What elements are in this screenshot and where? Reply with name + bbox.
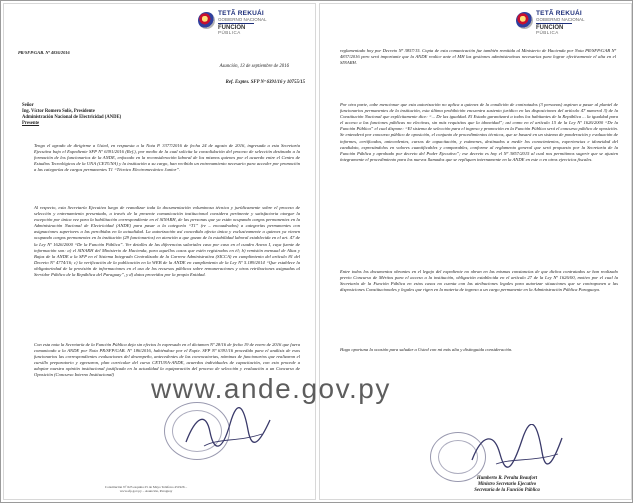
letter-paragraph-1: Tengo el agrado de dirigirme a Usted, en respuesta a la Nota P. 3377/2016 de fecha 24 de agosto de 2016, ingresada a esta Secretaría Ejecutiva bajo el Expediente SFP Nº 6391/2016 (Ref.), por medio de la cual solicita la consolidación del proceso de selección destinado a la formación de los funcionarios de la ANDE, enfocado en la reconsideración laboral de los mismos quienes por el acuerdo entre el Centro de Estudios Tecnológicos de la UNA (CETUNA) y la institución a su cargo, han recibido un entrenamiento necesario para acceder por promoción a las categorías de cargos permanentes T1 “Técnico Electromecánico Junior”. xyxy=(34,143,300,173)
national-seal-icon xyxy=(516,12,533,29)
reference-number: PR/SFP/GAB. Nº 4836/2016 xyxy=(18,50,70,55)
signatory-title-2: Secretaría de la Función Pública xyxy=(474,488,540,494)
sfp-logo xyxy=(516,11,585,36)
sfp-logo xyxy=(198,11,267,36)
addressee-name: Ing. Víctor Romero Solís, Presidente xyxy=(22,109,95,115)
signatory-block xyxy=(432,476,582,494)
letter-paragraph-4: reglamentado hoy por Decreto Nº 3857/15. Copia de esta comunicación fue también remitida al Ministerio de Hacienda por Nota PR/SFP/GAB Nº 4837/2016 pero será importante que la ANDE realice ante el MH las gestiones administrativas necesarias para lograr efectivamente el alta en el SINARH. xyxy=(340,48,616,66)
addressee-institution: Administración Nacional de Electricidad (ANDE) xyxy=(22,115,122,121)
website-watermark: www.ande.gov.py xyxy=(151,373,391,404)
signature-icon xyxy=(182,402,274,458)
footer-address: Constitución Nº 623 esquina 25 de Mayo Teléfono 451926 – www.sfp.gov.py – Asunción, Paraguay xyxy=(104,485,188,494)
letter-page-2 xyxy=(319,3,632,500)
addressee-salutation: Señor xyxy=(22,103,34,108)
logo-line-4: PÚBLICA xyxy=(536,30,559,36)
reference-expedients: Ref. Exptes. SFP Nº 6391/16 y 10755/15 xyxy=(225,80,305,85)
logo-line-3: FUNCIÓN xyxy=(536,25,564,32)
addressee-present: Presente xyxy=(22,121,40,127)
letter-page-1 xyxy=(3,3,316,500)
logo-line-1: TETÃ REKUÁI xyxy=(536,10,582,17)
place-date: Asunción, 13 de septiembre de 2016 xyxy=(219,64,289,69)
addressee-block xyxy=(22,103,222,127)
signatory-name: Humberto R. Peralta Beaufort xyxy=(476,476,538,481)
logo-line-3: FUNCIÓN xyxy=(218,25,246,32)
national-seal-icon xyxy=(198,12,215,29)
letter-paragraph-5: Por otra parte, cabe mencionar que esta autorización no aplica a quienes de la condición de contratados (3 personas) aspiran a pasar al plantel de funcionarios permanentes de la institución, esta última prohibición encuentra sustento jurídico en las disposiciones del artículo 47 numeral 3) de la Constitución Nacional que explícitamente dice: “... De las igualdad. El Estado garantizará a todos los habitantes de la República ... la igualdad para el acceso a las funciones públicas no electivas, sin más requisitos que la idoneidad”; así como en el artículo 15 de la Ley Nº 1626/2000 “De la Función Pública” el cual dispone: “El sistema de selección para el ingreso y promoción en la Función Pública será el concurso público de oposición. Se entenderá por concurso público de oposición, el conjunto de procedimientos técnicos, que se basará en un sistema de ponderación y evaluación de informes, certificados, antecedentes, cursos de capacitación, y exámenes, destinados a medir los conocimientos, experiencias e idoneidad del candidato, expresándolos en valores cuantificables y comparables, conforme al reglamento general que será propuesto por la Secretaría de la Función Pública y aprobado por decreto del Poder Ejecutivo”; ese decreto es hoy el Nº 3857/2015 al cual nos permitimos sugerir que se ajusten íntegramente el procedimiento para los nuevos llamados que se repliquen internamente en la ANDE en este o en otros ejercicios fiscales. xyxy=(340,102,618,162)
signatory-title-1: Ministro Secretario Ejecutivo xyxy=(477,482,537,488)
letter-paragraph-3: Con esta nota la Secretaría de la Función Pública deja sin efectos lo expresado en el dictamen Nº 28/16 de fecha 19 de enero de 2016 que fuera comunicado a la ANDE por Nota PR/SFP/GAB. Nº 186/2016, habiéndose por el Expte. SFP Nº 6391/16 procedido para el análisis de esos funcionarios las correspondientes evaluaciones del desempeño, antecedentes de las convocatorias, nóminas de funcionarios que realizaron el cursillo preparatorio y egresaron, plan curricular del curso CETUNA-ANDE, acuerdos individuales de capacitación, con esto procede a adoptar nuestra opinión institucional justificada en la actualidad la equiparación del proceso de selección y evaluación a un Concurso de Oposición (Concurso Interno Institucional) xyxy=(34,342,300,378)
logo-line-4: PÚBLICA xyxy=(218,30,241,36)
logo-line-2: GOBIERNO NACIONAL xyxy=(218,16,267,22)
letter-paragraph-2: Al respecto, esta Secretaría Ejecutiva luego de reanalizar toda la documentación voluminosa técnica y jurídicamente sobre el proceso de selección y entrenamiento presentado, a través de la presente comunicación institucional considera pertinente y satisfactoria otorgar la excepción por única vez para la habilitación correspondiente en el SINARH, de las personas que ya están ocupando cargos permanentes en la Administración Nacional de Electricidad (ANDE) para pasar a la categoría “T1” (re – encuadrados) a categorías permanentes con asignaciones superiores a las percibidas en la actualidad. La autorización así concedida afecta única y exclusivamente a quienes ya vienen ocupando cargos permanentes en la institución (29 funcionarios) en atención a que gozan de la estabilidad laboral establecida en el art. 47 de la Ley Nº 1626/2000 “De la Función Pública”. Ver detalles de las diferencias salariales caso por caso en el cuadro Anexo I, cuya fuente de información son: a) el SINARH del Ministerio de Hacienda, para aquellos casos que estén registrados en él; b) remisión mensual de Altas y Bajas de la ANDE a la SFP en el Sistema Integrado Centralizado de la Carrera Administrativa (SICCA) en cumplimiento del artículo 81 del Decreto Nº 4774/16; c) la verificación de la publicación en la WEB de la ANDE en cumplimiento de la Ley Nº 5.189/2014 “Que establece la obligatoriedad de la provisión de informaciones en el uso de los recursos públicos sobre remuneraciones y otras retribuciones asignadas al Servidor Público de la República del Paraguay”, y d) datos proveídos por la propia Entidad. xyxy=(34,205,300,278)
logo-line-1: TETÃ REKUÁI xyxy=(218,10,264,17)
closing-paragraph: Hago oportuna la ocasión para saludar a Usted con mi más alta y distinguida consideración. xyxy=(340,347,513,352)
logo-line-2: GOBIERNO NACIONAL xyxy=(536,16,585,22)
letter-paragraph-6: Entre todos los documentos obrantes en el legajo del expediente no obran en las mismas constancias de que dichos contratados se han realizado previo Concurso de Méritos para el acceso a la institución, obligación establecida en el artículo 27 de la Ley Nº 1626/00, motivo por el cual la Secretaría de la Función Pública en estos casos no cuenta con las atribuciones legales para autorizar situaciones que se contraponen a las disposiciones Constitucionales y legales que rigen en la materia de ingreso a un cargo permanente en la Administración Pública Paraguaya. xyxy=(340,269,618,293)
signature-icon xyxy=(466,424,566,476)
